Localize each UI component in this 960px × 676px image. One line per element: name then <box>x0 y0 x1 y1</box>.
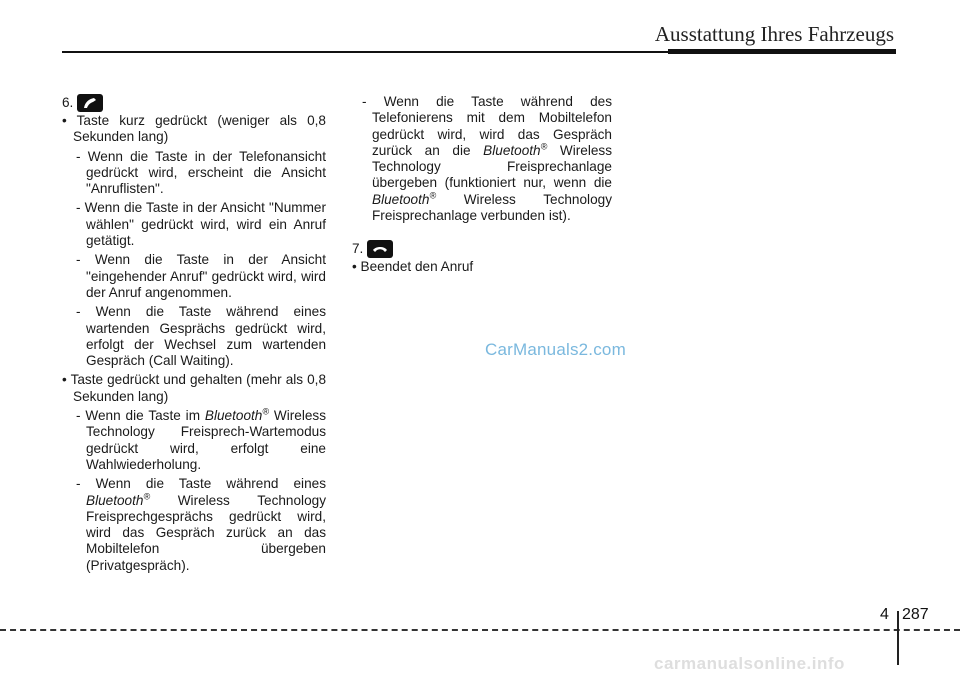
footer-logo: carmanualsonline.info <box>654 654 845 673</box>
item-6-number: 6. <box>62 94 74 110</box>
phone-hangup-icon <box>367 240 393 258</box>
left-column <box>62 94 326 574</box>
brand-bluetooth: Bluetooth <box>86 492 144 508</box>
registered-mark: ® <box>540 141 548 152</box>
item-7-number: 7. <box>352 241 364 257</box>
dash-redial: - Wenn die Taste im Bluetooth® Wireless Technology Freisprech-Wartemodus gedrückt wird, erfolgt eine Wahlwiederholung. <box>62 408 326 473</box>
section-title: Ausstattung Ihres Fahrzeugs <box>654 22 894 46</box>
dash-phone-view: - Wenn die Taste in der Telefonansicht gedrückt wird, erscheint die Ansicht "Anruflisten". <box>62 149 326 198</box>
dash-transfer-to-handsfree: - Wenn die Taste während des Telefonierens mit dem Mobiltelefon gedrückt wird, wird das Gespräch zurück an die Bluetooth® Wireless Technology Freisprechanlage übergeben (funktioniert nur, wenn die Bluetooth® Wireless Technology Freisprechanlage verbunden ist). <box>352 94 612 224</box>
bullet-short-press: • Taste kurz gedrückt (weniger als 0,8 Sekunden lang) <box>62 113 326 146</box>
dash-incoming-call: - Wenn die Taste in der Ansicht "eingehender Anruf" gedrückt wird, wird der Anruf angenommen. <box>62 252 326 301</box>
item-6-heading <box>62 94 326 112</box>
brand-bluetooth: Bluetooth <box>483 142 541 158</box>
spacer <box>352 224 612 240</box>
header-rule <box>62 51 668 53</box>
page-number-separator <box>897 611 899 665</box>
item-7-heading <box>352 240 612 258</box>
registered-mark: ® <box>429 190 437 201</box>
dash-dial-number: - Wenn die Taste in der Ansicht "Nummer wählen" gedrückt wird, wird ein Anruf getätigt. <box>62 200 326 249</box>
registered-mark: ® <box>143 491 151 501</box>
header-rule-accent <box>668 49 896 54</box>
dash-call-waiting: - Wenn die Taste während eines wartenden Gesprächs gedrückt wird, erfolgt der Wechsel zum wartenden Gespräch (Call Waiting). <box>62 304 326 369</box>
registered-mark: ® <box>262 406 269 417</box>
footer-rule <box>0 629 960 631</box>
right-column <box>352 94 612 276</box>
phone-call-icon <box>77 94 103 112</box>
chapter-number: 4 <box>880 606 889 623</box>
bullet-long-press: • Taste gedrückt und gehalten (mehr als 0,8 Sekunden lang) <box>62 372 326 405</box>
brand-bluetooth: Bluetooth <box>204 408 263 424</box>
brand-bluetooth: Bluetooth <box>372 191 430 207</box>
page-number: 287 <box>902 606 929 623</box>
dash-private-call: - Wenn die Taste während eines Bluetooth® Wireless Technology Freisprechgesprächs gedrückt wird, wird das Gespräch zurück an das Mobiltelefon übergeben (Privatgespräch). <box>62 476 326 574</box>
watermark: CarManuals2.com <box>485 340 626 359</box>
bullet-end-call: • Beendet den Anruf <box>352 259 612 275</box>
